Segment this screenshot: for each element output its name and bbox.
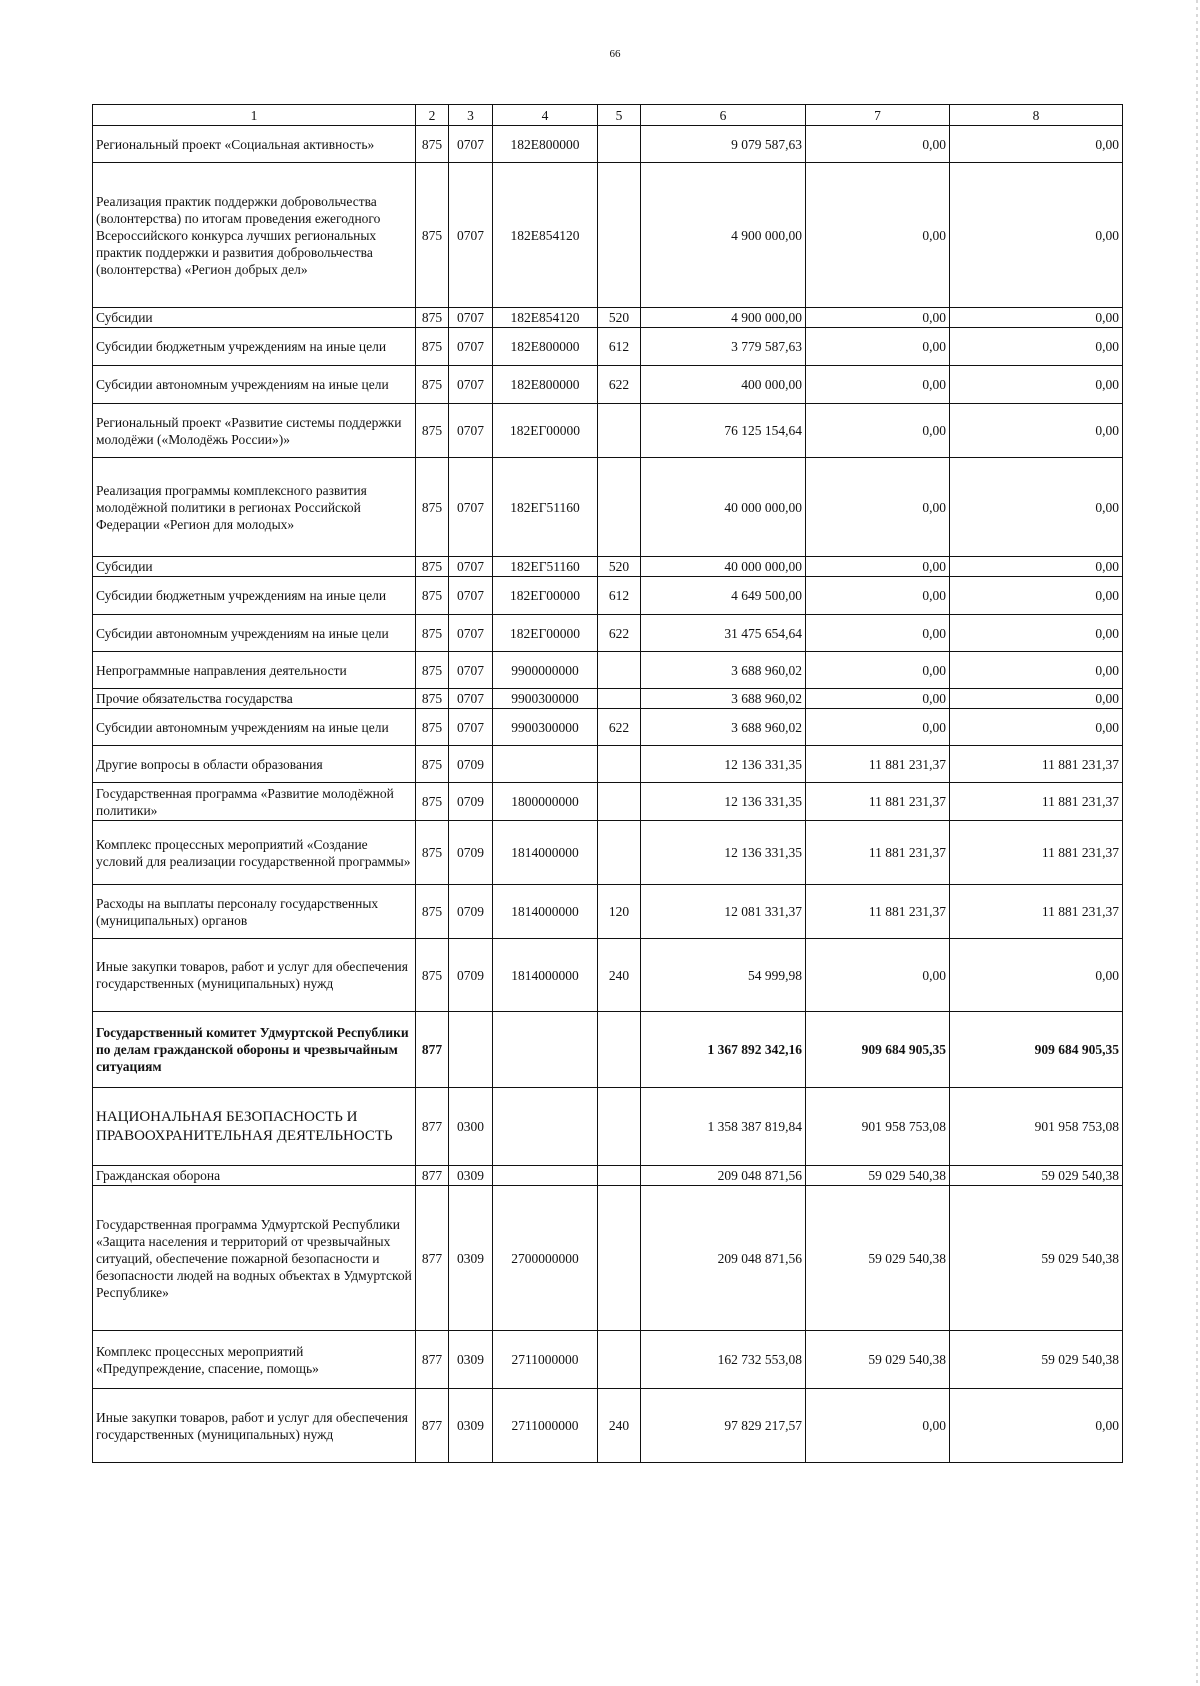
cell-col-4: 182EГ00000 xyxy=(493,577,598,615)
cell-col-3: 0707 xyxy=(449,458,493,557)
cell-col-2: 875 xyxy=(416,746,449,783)
col-header-4: 4 xyxy=(493,105,598,126)
cell-col-6: 4 900 000,00 xyxy=(641,308,806,328)
col-header-8: 8 xyxy=(950,105,1123,126)
cell-col-7: 0,00 xyxy=(806,458,950,557)
cell-col-6: 12 136 331,35 xyxy=(641,821,806,885)
cell-col-2: 877 xyxy=(416,1331,449,1389)
cell-col-7: 0,00 xyxy=(806,1389,950,1463)
cell-col-7: 59 029 540,38 xyxy=(806,1186,950,1331)
cell-col-3: 0707 xyxy=(449,126,493,163)
table-row xyxy=(93,404,1123,458)
cell-col-5 xyxy=(598,1166,641,1186)
cell-col-8: 0,00 xyxy=(950,366,1123,404)
cell-col-4 xyxy=(493,1012,598,1088)
cell-col-3: 0707 xyxy=(449,163,493,308)
col-header-1: 1 xyxy=(93,105,416,126)
table-row xyxy=(93,366,1123,404)
table-row xyxy=(93,1166,1123,1186)
row-label: Реализация практик поддержки добровольчества (волонтерства) по итогам проведения ежегодного Всероссийского конкурса лучших региональных практик поддержки и развития добровольчества (волонтерства) «Регион добрых дел» xyxy=(93,163,416,308)
cell-col-8: 0,00 xyxy=(950,458,1123,557)
row-label: Государственная программа Удмуртской Республики «Защита населения и территорий от чрезвычайных ситуаций, обеспечение пожарной безопасности и безопасности людей на водных объектах в Удмуртской Республике» xyxy=(93,1186,416,1331)
cell-col-5: 622 xyxy=(598,366,641,404)
row-label: Субсидии автономным учреждениям на иные цели xyxy=(93,366,416,404)
cell-col-4: 182EГ51160 xyxy=(493,557,598,577)
cell-col-8: 0,00 xyxy=(950,308,1123,328)
row-label: Государственная программа «Развитие молодёжной политики» xyxy=(93,783,416,821)
cell-col-7: 11 881 231,37 xyxy=(806,746,950,783)
cell-col-8: 59 029 540,38 xyxy=(950,1166,1123,1186)
cell-col-3: 0707 xyxy=(449,404,493,458)
cell-col-8: 0,00 xyxy=(950,939,1123,1012)
cell-col-7: 0,00 xyxy=(806,404,950,458)
cell-col-8: 0,00 xyxy=(950,615,1123,652)
cell-col-4: 182E854120 xyxy=(493,308,598,328)
cell-col-7: 0,00 xyxy=(806,557,950,577)
cell-col-4: 2700000000 xyxy=(493,1186,598,1331)
cell-col-5 xyxy=(598,783,641,821)
cell-col-6: 3 688 960,02 xyxy=(641,709,806,746)
cell-col-8: 909 684 905,35 xyxy=(950,1012,1123,1088)
table-row xyxy=(93,458,1123,557)
cell-col-2: 875 xyxy=(416,458,449,557)
budget-table xyxy=(92,104,1123,1463)
cell-col-2: 875 xyxy=(416,163,449,308)
cell-col-6: 209 048 871,56 xyxy=(641,1166,806,1186)
cell-col-3: 0309 xyxy=(449,1186,493,1331)
row-label: Другие вопросы в области образования xyxy=(93,746,416,783)
col-header-2: 2 xyxy=(416,105,449,126)
cell-col-6: 31 475 654,64 xyxy=(641,615,806,652)
cell-col-5: 240 xyxy=(598,939,641,1012)
cell-col-3: 0309 xyxy=(449,1389,493,1463)
cell-col-4: 182E854120 xyxy=(493,163,598,308)
cell-col-8: 11 881 231,37 xyxy=(950,746,1123,783)
cell-col-3: 0300 xyxy=(449,1088,493,1166)
cell-col-8: 11 881 231,37 xyxy=(950,783,1123,821)
cell-col-6: 3 779 587,63 xyxy=(641,328,806,366)
cell-col-4: 182E800000 xyxy=(493,366,598,404)
row-label: Гражданская оборона xyxy=(93,1166,416,1186)
cell-col-5: 240 xyxy=(598,1389,641,1463)
cell-col-7: 0,00 xyxy=(806,709,950,746)
cell-col-5 xyxy=(598,1331,641,1389)
table-row xyxy=(93,1088,1123,1166)
cell-col-6: 1 367 892 342,16 xyxy=(641,1012,806,1088)
table-row xyxy=(93,1389,1123,1463)
cell-col-7: 0,00 xyxy=(806,126,950,163)
cell-col-3: 0707 xyxy=(449,689,493,709)
cell-col-2: 875 xyxy=(416,615,449,652)
cell-col-4 xyxy=(493,1088,598,1166)
row-label: Прочие обязательства государства xyxy=(93,689,416,709)
table-row xyxy=(93,709,1123,746)
table-row xyxy=(93,1012,1123,1088)
table-row xyxy=(93,652,1123,689)
cell-col-3: 0709 xyxy=(449,783,493,821)
row-label: Реализация программы комплексного развития молодёжной политики в регионах Российской Федерации «Регион для молодых» xyxy=(93,458,416,557)
cell-col-5 xyxy=(598,1186,641,1331)
cell-col-8: 0,00 xyxy=(950,557,1123,577)
cell-col-3: 0309 xyxy=(449,1331,493,1389)
cell-col-8: 59 029 540,38 xyxy=(950,1331,1123,1389)
cell-col-4: 182E800000 xyxy=(493,126,598,163)
cell-col-3: 0707 xyxy=(449,615,493,652)
cell-col-5 xyxy=(598,126,641,163)
cell-col-4: 2711000000 xyxy=(493,1331,598,1389)
cell-col-3: 0709 xyxy=(449,821,493,885)
cell-col-7: 901 958 753,08 xyxy=(806,1088,950,1166)
cell-col-6: 1 358 387 819,84 xyxy=(641,1088,806,1166)
cell-col-5: 520 xyxy=(598,308,641,328)
row-label: Субсидии xyxy=(93,557,416,577)
row-label: Региональный проект «Развитие системы поддержки молодёжи («Молодёжь России»)» xyxy=(93,404,416,458)
cell-col-6: 12 081 331,37 xyxy=(641,885,806,939)
cell-col-5: 622 xyxy=(598,615,641,652)
cell-col-8: 0,00 xyxy=(950,689,1123,709)
table-row xyxy=(93,746,1123,783)
header-row xyxy=(93,105,1123,126)
cell-col-4: 9900300000 xyxy=(493,689,598,709)
cell-col-3: 0707 xyxy=(449,557,493,577)
table-row xyxy=(93,577,1123,615)
cell-col-6: 40 000 000,00 xyxy=(641,458,806,557)
cell-col-3: 0309 xyxy=(449,1166,493,1186)
row-label: Субсидии xyxy=(93,308,416,328)
cell-col-7: 59 029 540,38 xyxy=(806,1166,950,1186)
cell-col-6: 76 125 154,64 xyxy=(641,404,806,458)
cell-col-2: 875 xyxy=(416,308,449,328)
cell-col-4: 1800000000 xyxy=(493,783,598,821)
row-label: Иные закупки товаров, работ и услуг для обеспечения государственных (муниципальных) нужд xyxy=(93,1389,416,1463)
cell-col-5: 520 xyxy=(598,557,641,577)
cell-col-5 xyxy=(598,404,641,458)
row-label: Субсидии бюджетным учреждениям на иные цели xyxy=(93,577,416,615)
row-label: Иные закупки товаров, работ и услуг для обеспечения государственных (муниципальных) нужд xyxy=(93,939,416,1012)
cell-col-2: 875 xyxy=(416,783,449,821)
table-row xyxy=(93,1186,1123,1331)
row-label: Государственный комитет Удмуртской Республики по делам гражданской обороны и чрезвычайным ситуациям xyxy=(93,1012,416,1088)
cell-col-7: 59 029 540,38 xyxy=(806,1331,950,1389)
cell-col-6: 12 136 331,35 xyxy=(641,746,806,783)
cell-col-4: 2711000000 xyxy=(493,1389,598,1463)
cell-col-7: 0,00 xyxy=(806,308,950,328)
cell-col-2: 875 xyxy=(416,126,449,163)
cell-col-5 xyxy=(598,821,641,885)
row-label: Комплекс процессных мероприятий «Предупреждение, спасение, помощь» xyxy=(93,1331,416,1389)
cell-col-3: 0707 xyxy=(449,366,493,404)
cell-col-7: 0,00 xyxy=(806,652,950,689)
cell-col-7: 11 881 231,37 xyxy=(806,885,950,939)
cell-col-8: 0,00 xyxy=(950,577,1123,615)
cell-col-8: 0,00 xyxy=(950,709,1123,746)
cell-col-2: 875 xyxy=(416,404,449,458)
cell-col-7: 0,00 xyxy=(806,689,950,709)
cell-col-2: 875 xyxy=(416,821,449,885)
cell-col-5 xyxy=(598,689,641,709)
table-row xyxy=(93,1331,1123,1389)
cell-col-6: 97 829 217,57 xyxy=(641,1389,806,1463)
table-row xyxy=(93,615,1123,652)
cell-col-5 xyxy=(598,1088,641,1166)
cell-col-8: 0,00 xyxy=(950,404,1123,458)
cell-col-3: 0709 xyxy=(449,939,493,1012)
cell-col-3: 0709 xyxy=(449,746,493,783)
row-label: Субсидии автономным учреждениям на иные цели xyxy=(93,709,416,746)
cell-col-7: 0,00 xyxy=(806,366,950,404)
cell-col-5 xyxy=(598,163,641,308)
cell-col-2: 875 xyxy=(416,557,449,577)
cell-col-8: 11 881 231,37 xyxy=(950,885,1123,939)
cell-col-5: 612 xyxy=(598,577,641,615)
cell-col-6: 3 688 960,02 xyxy=(641,689,806,709)
row-label: Региональный проект «Социальная активность» xyxy=(93,126,416,163)
cell-col-2: 875 xyxy=(416,366,449,404)
cell-col-2: 877 xyxy=(416,1389,449,1463)
table-row xyxy=(93,939,1123,1012)
cell-col-2: 877 xyxy=(416,1186,449,1331)
cell-col-2: 875 xyxy=(416,689,449,709)
table-row xyxy=(93,885,1123,939)
cell-col-3: 0707 xyxy=(449,308,493,328)
table-row xyxy=(93,308,1123,328)
cell-col-7: 0,00 xyxy=(806,163,950,308)
cell-col-5 xyxy=(598,458,641,557)
cell-col-3: 0707 xyxy=(449,652,493,689)
row-label: Расходы на выплаты персоналу государственных (муниципальных) органов xyxy=(93,885,416,939)
cell-col-5: 612 xyxy=(598,328,641,366)
cell-col-7: 11 881 231,37 xyxy=(806,821,950,885)
cell-col-2: 875 xyxy=(416,652,449,689)
cell-col-6: 12 136 331,35 xyxy=(641,783,806,821)
cell-col-4: 1814000000 xyxy=(493,885,598,939)
col-header-7: 7 xyxy=(806,105,950,126)
cell-col-4: 182E800000 xyxy=(493,328,598,366)
cell-col-8: 59 029 540,38 xyxy=(950,1186,1123,1331)
cell-col-8: 11 881 231,37 xyxy=(950,821,1123,885)
table-row xyxy=(93,328,1123,366)
cell-col-5 xyxy=(598,1012,641,1088)
cell-col-3: 0707 xyxy=(449,577,493,615)
cell-col-3 xyxy=(449,1012,493,1088)
table-row xyxy=(93,689,1123,709)
cell-col-4: 182EГ00000 xyxy=(493,615,598,652)
cell-col-2: 875 xyxy=(416,577,449,615)
row-label: Комплекс процессных мероприятий «Создание условий для реализации государственной программы» xyxy=(93,821,416,885)
cell-col-3: 0707 xyxy=(449,328,493,366)
col-header-3: 3 xyxy=(449,105,493,126)
cell-col-6: 400 000,00 xyxy=(641,366,806,404)
cell-col-6: 4 649 500,00 xyxy=(641,577,806,615)
cell-col-3: 0709 xyxy=(449,885,493,939)
cell-col-5 xyxy=(598,652,641,689)
cell-col-2: 875 xyxy=(416,328,449,366)
cell-col-8: 0,00 xyxy=(950,126,1123,163)
table-row xyxy=(93,783,1123,821)
cell-col-7: 0,00 xyxy=(806,328,950,366)
table-row xyxy=(93,163,1123,308)
cell-col-8: 0,00 xyxy=(950,652,1123,689)
row-label: Субсидии автономным учреждениям на иные цели xyxy=(93,615,416,652)
cell-col-3: 0707 xyxy=(449,709,493,746)
cell-col-6: 54 999,98 xyxy=(641,939,806,1012)
table-row xyxy=(93,821,1123,885)
cell-col-7: 0,00 xyxy=(806,577,950,615)
cell-col-7: 0,00 xyxy=(806,939,950,1012)
cell-col-4: 182EГ00000 xyxy=(493,404,598,458)
cell-col-2: 877 xyxy=(416,1012,449,1088)
page-number: 66 xyxy=(609,48,621,60)
cell-col-5: 120 xyxy=(598,885,641,939)
cell-col-2: 875 xyxy=(416,939,449,1012)
scan-edge xyxy=(1196,0,1198,1686)
cell-col-6: 9 079 587,63 xyxy=(641,126,806,163)
table-row xyxy=(93,126,1123,163)
cell-col-4 xyxy=(493,1166,598,1186)
cell-col-5 xyxy=(598,746,641,783)
row-label: Субсидии бюджетным учреждениям на иные цели xyxy=(93,328,416,366)
col-header-6: 6 xyxy=(641,105,806,126)
cell-col-5: 622 xyxy=(598,709,641,746)
cell-col-7: 11 881 231,37 xyxy=(806,783,950,821)
cell-col-8: 0,00 xyxy=(950,1389,1123,1463)
cell-col-6: 40 000 000,00 xyxy=(641,557,806,577)
cell-col-8: 0,00 xyxy=(950,163,1123,308)
col-header-5: 5 xyxy=(598,105,641,126)
cell-col-4: 9900000000 xyxy=(493,652,598,689)
cell-col-8: 0,00 xyxy=(950,328,1123,366)
cell-col-6: 3 688 960,02 xyxy=(641,652,806,689)
cell-col-4: 182EГ51160 xyxy=(493,458,598,557)
cell-col-2: 877 xyxy=(416,1088,449,1166)
cell-col-6: 209 048 871,56 xyxy=(641,1186,806,1331)
cell-col-2: 875 xyxy=(416,885,449,939)
row-label: Непрограммные направления деятельности xyxy=(93,652,416,689)
cell-col-4 xyxy=(493,746,598,783)
cell-col-4: 1814000000 xyxy=(493,939,598,1012)
cell-col-4: 1814000000 xyxy=(493,821,598,885)
cell-col-6: 4 900 000,00 xyxy=(641,163,806,308)
cell-col-7: 0,00 xyxy=(806,615,950,652)
cell-col-2: 875 xyxy=(416,709,449,746)
cell-col-4: 9900300000 xyxy=(493,709,598,746)
table-row xyxy=(93,557,1123,577)
cell-col-6: 162 732 553,08 xyxy=(641,1331,806,1389)
cell-col-8: 901 958 753,08 xyxy=(950,1088,1123,1166)
row-label: НАЦИОНАЛЬНАЯ БЕЗОПАСНОСТЬ И ПРАВООХРАНИТЕЛЬНАЯ ДЕЯТЕЛЬНОСТЬ xyxy=(93,1088,416,1166)
cell-col-7: 909 684 905,35 xyxy=(806,1012,950,1088)
cell-col-2: 877 xyxy=(416,1166,449,1186)
